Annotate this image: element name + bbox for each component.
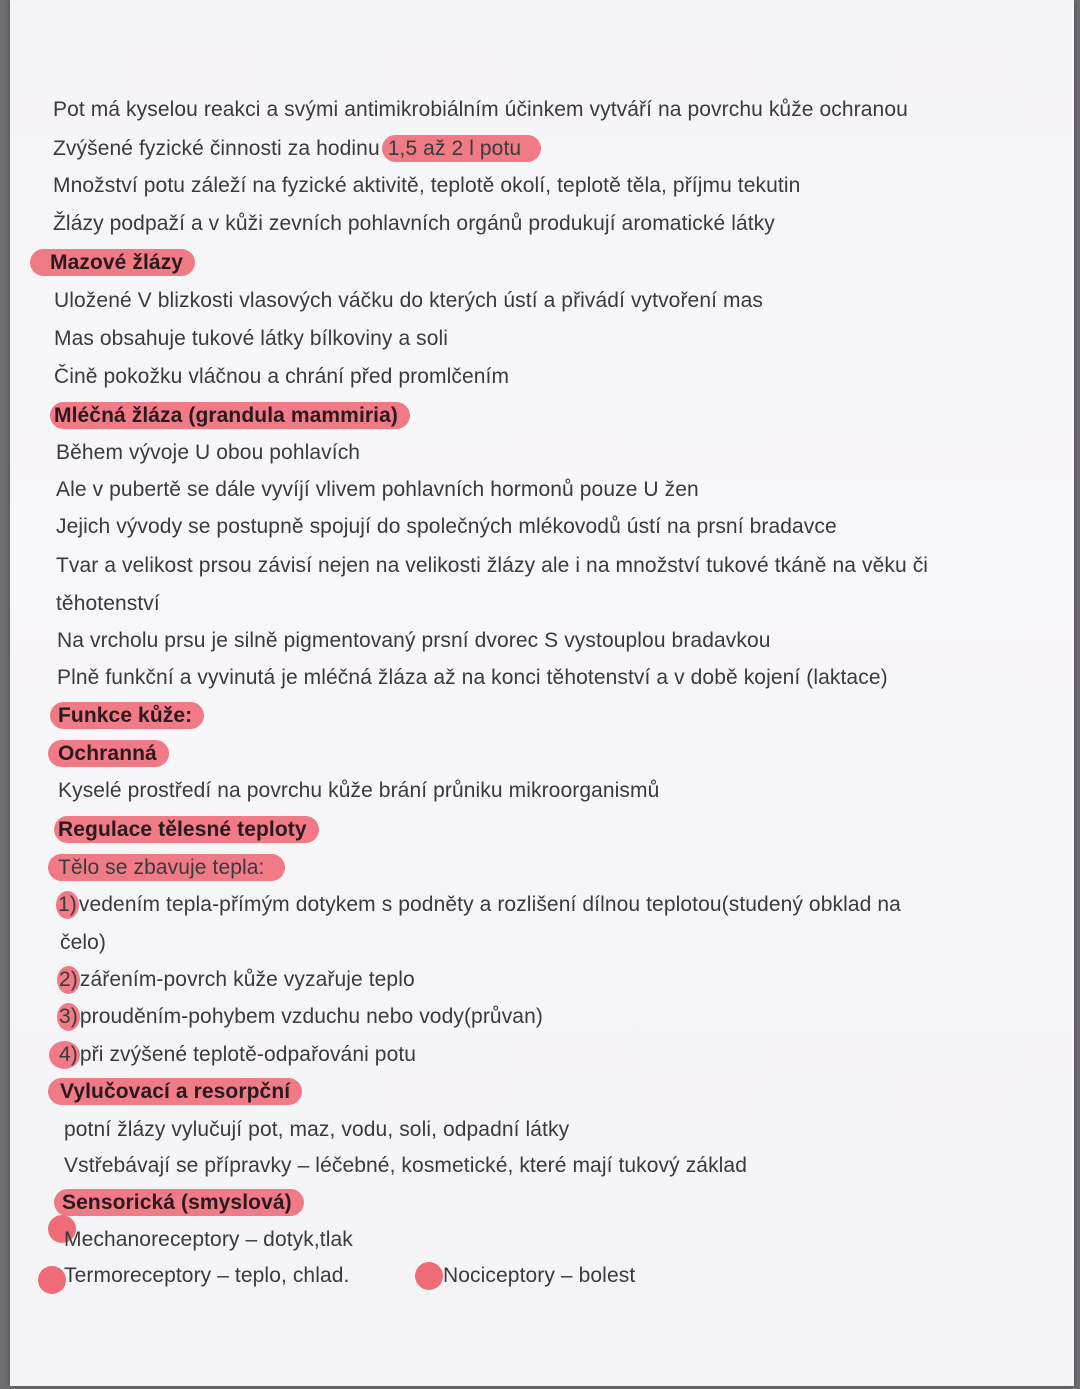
notes-page bbox=[10, 0, 1074, 1386]
bullet-dot bbox=[38, 1266, 66, 1294]
list-item: Termoreceptory – teplo, chlad. bbox=[64, 1264, 350, 1287]
text-line: Vstřebávají se přípravky – léčebné, kosmetické, které mají tukový základ bbox=[64, 1154, 747, 1177]
highlighted-value: 1,5 až 2 l potu bbox=[382, 135, 541, 162]
text-line: Uložené V blizkosti vlasových váčku do kterých ústí a přivádí vytvoření mas bbox=[54, 289, 763, 312]
list-item: 3)prouděním-pohybem vzduchu nebo vody(průvan) bbox=[61, 1003, 543, 1031]
text-line: Zvýšené fyzické činnosti za hodinu 1,5 až 2 l potu bbox=[53, 135, 541, 163]
text-line: Na vrcholu prsu je silně pigmentovaný prsní dvorec S vystouplou bradavkou bbox=[57, 629, 771, 652]
bullet-dot bbox=[415, 1262, 443, 1290]
section-heading: Regulace tělesné teploty bbox=[58, 816, 319, 844]
text-line: Pot má kyselou reakci a svými antimikrobiálním účinkem vytváří na povrchu kůže ochranou bbox=[53, 98, 908, 121]
section-heading: Mazové žlázy bbox=[34, 249, 195, 277]
section-heading: Vylučovací a resorpční bbox=[52, 1078, 302, 1106]
section-heading: Mléčná žláza (grandula mammiria) bbox=[54, 402, 410, 430]
list-number: 4) bbox=[49, 1041, 80, 1069]
section-heading: Sensorická (smyslová) bbox=[58, 1189, 304, 1217]
list-number: 2) bbox=[57, 966, 80, 994]
text-line: Tvar a velikost prsou závisí nejen na velikosti žlázy ale i na množství tukové tkáně na věku či bbox=[56, 554, 929, 577]
list-number: 1) bbox=[56, 891, 79, 919]
text-line: Kyselé prostředí na povrchu kůže brání průniku mikroorganismů bbox=[58, 779, 660, 802]
text-line: Čině pokožku vláčnou a chrání před promlčením bbox=[54, 365, 510, 388]
list-item: Mechanoreceptory – dotyk,tlak bbox=[64, 1228, 353, 1251]
text-line: Ale v pubertě se dále vyvíjí vlivem pohlavních hormonů pouze U žen bbox=[56, 478, 699, 501]
text-line: potní žlázy vylučují pot, maz, vodu, soli, odpadní látky bbox=[64, 1118, 570, 1141]
section-heading: Funkce kůže: bbox=[54, 702, 204, 730]
text-line: Během vývoje U obou pohlavích bbox=[56, 441, 361, 464]
text-line: Plně funkční a vyvinutá je mléčná žláza až na konci těhotenství a v době kojení (laktace) bbox=[57, 666, 888, 689]
list-item: Nociceptory – bolest bbox=[443, 1264, 636, 1287]
text-line: Žlázy podpaží a v kůži zevních pohlavních orgánů produkují aromatické látky bbox=[53, 212, 775, 235]
text-line: Množství potu záleží na fyzické aktivitě, teplotě okolí, teplotě těla, příjmu tekutin bbox=[53, 174, 801, 197]
text-line: Mas obsahuje tukové látky bílkoviny a soli bbox=[54, 327, 449, 350]
section-heading: Ochranná bbox=[52, 740, 169, 768]
text-line: čelo) bbox=[60, 931, 107, 954]
list-item: 4)při zvýšené teplotě-odpařováni potu bbox=[61, 1041, 416, 1069]
subheading-line: Tělo se zbavuje tepla: bbox=[52, 854, 285, 882]
text-line: Jejich vývody se postupně spojují do společných mlékovodů ústí na prsní bradavce bbox=[56, 515, 837, 538]
list-item: 2)zářením-povrch kůže vyzařuje teplo bbox=[61, 966, 415, 994]
list-number: 3) bbox=[57, 1003, 80, 1031]
list-item: 1)vedením tepla-přímým dotykem s podněty a rozlišení dílnou teplotou(studený obklad na bbox=[60, 891, 901, 919]
text-line: těhotenství bbox=[56, 592, 160, 615]
